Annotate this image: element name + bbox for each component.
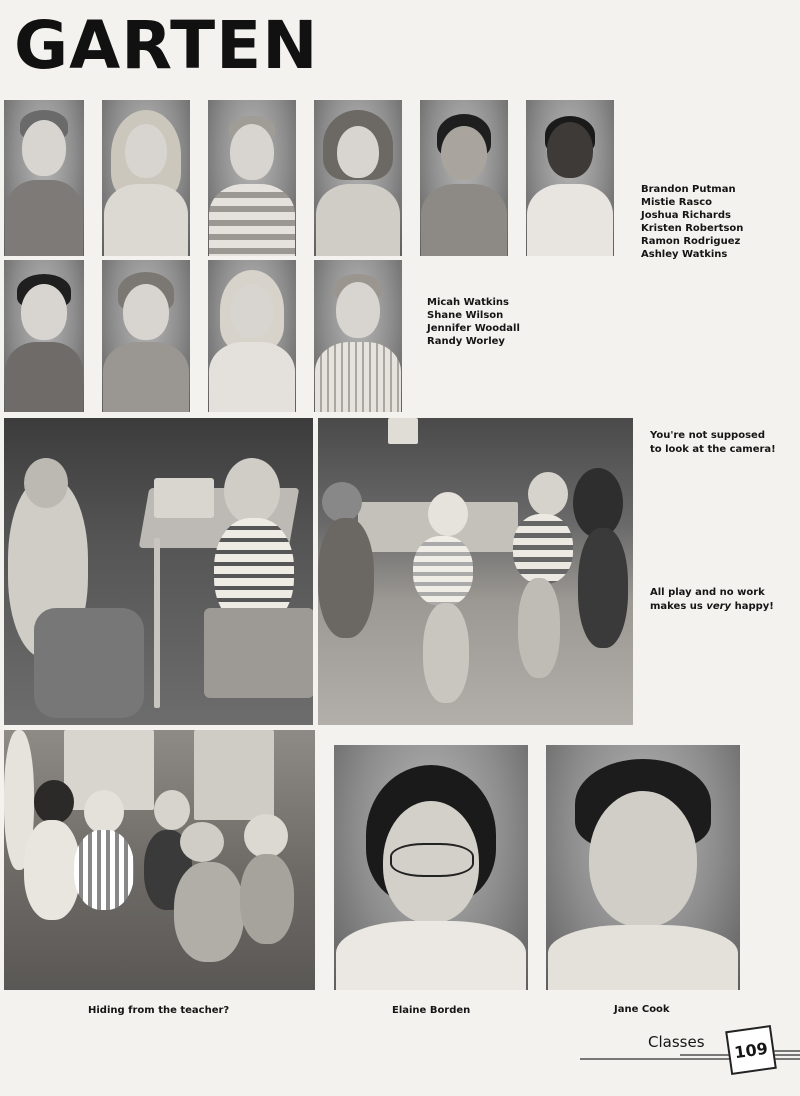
hiding-photo — [4, 730, 315, 990]
dancing-photo — [318, 418, 633, 725]
student-name: Micah Watkins — [427, 297, 510, 308]
student-photo — [314, 100, 402, 256]
caption-line — [650, 600, 774, 614]
caption-play — [650, 586, 774, 614]
student-names-row1 — [641, 183, 743, 261]
caption-hiding: Hiding from the teacher? — [88, 1005, 230, 1016]
student-photo — [4, 260, 84, 412]
teacher-name: Elaine Borden — [392, 1005, 471, 1016]
student-name: Kristen Robertson — [641, 223, 744, 234]
student-name: Jennifer Woodall — [427, 323, 520, 334]
student-name: Brandon Putman — [641, 184, 736, 195]
student-name: Joshua Richards — [641, 210, 731, 221]
teacher-photo — [334, 745, 528, 990]
student-name: Ashley Watkins — [641, 249, 728, 260]
caption-line: All play and no work — [650, 587, 765, 598]
student-photo — [4, 100, 84, 256]
caption-text: happy! — [731, 601, 774, 612]
student-names-row2 — [427, 296, 520, 348]
caption-camera — [650, 429, 776, 457]
section-label: Classes — [648, 1033, 705, 1051]
student-name: Ramon Rodriguez — [641, 236, 741, 247]
teacher-photo — [546, 745, 740, 990]
student-photo — [208, 260, 296, 412]
caption-text: makes us — [650, 601, 707, 612]
caption-emphasis: very — [706, 601, 732, 612]
student-name: Randy Worley — [427, 336, 505, 347]
student-photo — [208, 100, 296, 256]
student-name: Shane Wilson — [427, 310, 504, 321]
student-photo — [420, 100, 508, 256]
caption-line: to look at the camera! — [650, 444, 776, 455]
classroom-photo — [4, 418, 313, 725]
page-number: 109 — [725, 1025, 777, 1075]
student-name: Mistie Rasco — [641, 197, 713, 208]
student-photo — [102, 100, 190, 256]
page-title: GARTEN — [14, 7, 319, 84]
student-photo — [526, 100, 614, 256]
caption-line: You're not supposed — [650, 430, 765, 441]
student-photo — [314, 260, 402, 412]
student-photo — [102, 260, 190, 412]
teacher-name: Jane Cook — [614, 1004, 670, 1015]
